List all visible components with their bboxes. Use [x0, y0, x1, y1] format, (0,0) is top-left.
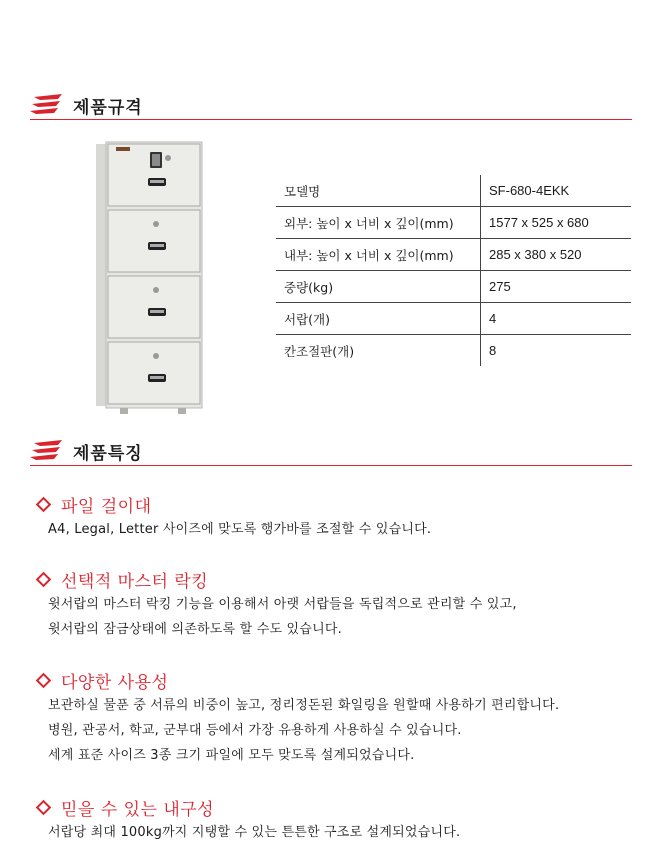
spec-label: 칸조절판(개)	[276, 335, 481, 367]
feature-description: 세계 표준 사이즈 3종 크기 파일에 모두 맞도록 설계되었습니다.	[48, 748, 415, 763]
feature-title	[34, 795, 460, 820]
spec-label: 중량(kg)	[276, 271, 481, 303]
spec-section-header	[30, 90, 632, 120]
spec-value: 275	[481, 271, 632, 303]
spec-value: 1577 x 525 x 680	[481, 207, 632, 239]
feature-title	[34, 567, 517, 592]
spec-table	[276, 175, 631, 366]
spec-label: 내부: 높이 x 너비 x 깊이(mm)	[276, 239, 481, 271]
spec-row	[276, 335, 631, 367]
spec-value: 8	[489, 343, 497, 358]
spec-row	[276, 303, 631, 335]
feature-title	[34, 492, 431, 517]
spec-value: SF-680-4EKK	[481, 175, 632, 207]
feature-block	[34, 668, 559, 768]
spec-value: 4	[481, 303, 632, 335]
feature-description: 윗서랍의 마스터 락킹 기능을 이용해서 아랫 서랍들을 독립적으로 관리할 수 있고,	[48, 597, 517, 612]
feature-description: 보관하실 물푼 중 서류의 비중이 높고, 정리정돈된 화일링을 원할때 사용하기 편리합니다.	[48, 698, 560, 713]
spec-row	[276, 239, 631, 271]
diamond-bullet-icon	[36, 497, 52, 513]
spec-label: 서랍(개)	[276, 303, 481, 335]
spec-label: 모델명	[276, 175, 481, 207]
feature-title	[34, 668, 559, 693]
feature-block	[34, 795, 460, 845]
feature-section-divider	[30, 465, 632, 466]
diamond-bullet-icon	[36, 572, 52, 588]
feature-title-text: 파일 걸이대	[61, 497, 152, 517]
diamond-bullet-icon	[36, 800, 52, 816]
feature-block	[34, 567, 517, 642]
feature-title-text: 믿을 수 있는 내구성	[61, 800, 215, 820]
brand-swoosh-icon	[30, 93, 64, 117]
feature-description: 병원, 관공서, 학교, 군부대 등에서 가장 유용하게 사용하실 수 있습니다.	[48, 723, 462, 738]
brand-swoosh-icon	[30, 439, 64, 463]
feature-title-text: 선택적 마스터 락킹	[61, 572, 209, 592]
spec-section-divider	[30, 119, 632, 120]
feature-block	[34, 492, 431, 542]
filing-safe-image	[80, 132, 215, 417]
feature-section-title: 제품특징	[73, 444, 143, 464]
diamond-bullet-icon	[36, 673, 52, 689]
feature-description: 서랍당 최대 100kg까지 지탱할 수 있는 튼튼한 구조로 설계되었습니다.	[48, 825, 461, 840]
feature-description: A4, Legal, Letter 사이즈에 맞도록 행가바를 조절할 수 있습니다.	[48, 522, 432, 537]
spec-row	[276, 207, 631, 239]
spec-label: 외부: 높이 x 너비 x 깊이(mm)	[276, 207, 481, 239]
feature-description: 윗서랍의 잠금상태에 의존하도록 할 수도 있습니다.	[48, 622, 342, 637]
spec-value: 285 x 380 x 520	[481, 239, 632, 271]
spec-section-title: 제품규격	[73, 98, 143, 118]
spec-row	[276, 175, 631, 207]
spec-row	[276, 271, 631, 303]
feature-title-text: 다양한 사용성	[61, 673, 169, 693]
feature-section-header	[30, 436, 632, 466]
